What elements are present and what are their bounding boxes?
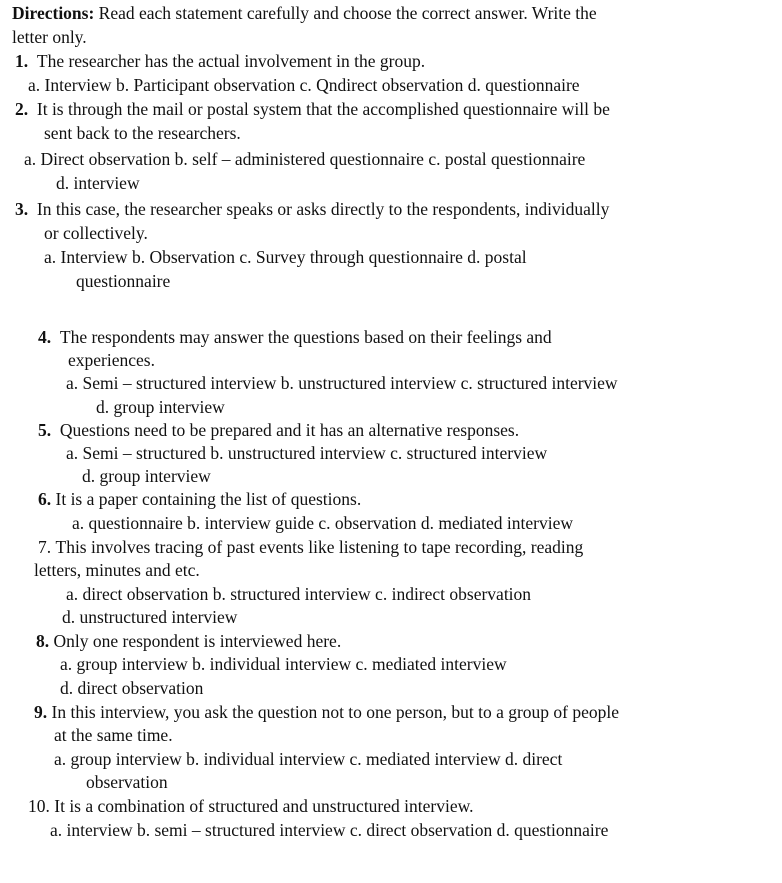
question-3: [15, 198, 609, 220]
question-7-continued: letters, minutes and etc.: [34, 560, 200, 580]
question-1: [15, 50, 425, 72]
question-7-choices: a. direct observation b. structured interview c. indirect observation: [66, 584, 532, 604]
question-5: [38, 419, 519, 441]
question-4-continued: experiences.: [68, 350, 155, 370]
question-10: [28, 795, 473, 817]
question-7: [38, 536, 583, 558]
question-9-choices: a. group interview b. individual interview c. mediated interview d. direct: [54, 749, 563, 769]
question-3-choices: a. Interview b. Observation c. Survey through questionnaire d. postal: [44, 247, 527, 267]
question-3-choices-continued: questionnaire: [76, 271, 171, 291]
question-4-choices: a. Semi – structured interview b. unstructured interview c. structured interview: [66, 373, 618, 393]
directions-line-1: [12, 2, 597, 24]
question-6: [38, 488, 361, 510]
question-8-choices-continued: d. direct observation: [60, 678, 204, 698]
directions-line-2: letter only.: [12, 27, 87, 47]
question-4: [38, 326, 552, 348]
question-text: Only one respondent is interviewed here.: [53, 631, 342, 651]
question-2: [15, 98, 610, 120]
question-9: [34, 701, 619, 723]
question-1-choices: a. Interview b. Participant observation c. Qndirect observation d. questionnaire: [28, 75, 580, 95]
question-4-choices-continued: d. group interview: [96, 397, 225, 417]
question-8-choices: a. group interview b. individual interview c. mediated interview: [60, 654, 507, 674]
question-text: It is through the mail or postal system that the accomplished questionnaire will be: [36, 99, 610, 119]
question-number: 4.: [38, 327, 52, 347]
question-6-choices: a. questionnaire b. interview guide c. observation d. mediated interview: [72, 513, 574, 533]
question-number: 2.: [15, 99, 29, 119]
question-number: 9.: [34, 702, 48, 722]
question-number: 1.: [15, 51, 29, 71]
directions-text: Read each statement carefully and choose the correct answer. Write the: [94, 3, 597, 23]
question-text: Questions need to be prepared and it has an alternative responses.: [59, 420, 520, 440]
question-9-choices-continued: observation: [86, 772, 168, 792]
question-2-choices-continued: d. interview: [56, 173, 140, 193]
question-number: 3.: [15, 199, 29, 219]
question-text: The researcher has the actual involvement in the group.: [36, 51, 426, 71]
question-2-continued: sent back to the researchers.: [44, 123, 241, 143]
question-8: [36, 630, 341, 652]
question-text: The respondents may answer the questions based on their feelings and: [59, 327, 552, 347]
question-text: It is a combination of structured and unstructured interview.: [54, 796, 474, 816]
question-number: 7.: [38, 537, 52, 557]
question-number: 8.: [36, 631, 50, 651]
question-number: 5.: [38, 420, 52, 440]
question-number: 6.: [38, 489, 52, 509]
question-2-choices: a. Direct observation b. self – administered questionnaire c. postal questionnaire: [24, 149, 586, 169]
directions-label: Directions:: [12, 3, 95, 23]
question-5-choices: a. Semi – structured b. unstructured interview c. structured interview: [66, 443, 548, 463]
question-5-choices-continued: d. group interview: [82, 466, 211, 486]
question-10-choices: a. interview b. semi – structured interview c. direct observation d. questionnaire: [50, 820, 609, 840]
question-7-choices-continued: d. unstructured interview: [62, 607, 238, 627]
question-number: 10.: [28, 796, 50, 816]
question-3-continued: or collectively.: [44, 223, 148, 243]
question-text: It is a paper containing the list of questions.: [55, 489, 362, 509]
question-text: In this case, the researcher speaks or asks directly to the respondents, individually: [36, 199, 610, 219]
question-text: This involves tracing of past events like listening to tape recording, reading: [55, 537, 584, 557]
question-9-continued: at the same time.: [54, 725, 173, 745]
question-text: In this interview, you ask the question not to one person, but to a group of people: [51, 702, 620, 722]
